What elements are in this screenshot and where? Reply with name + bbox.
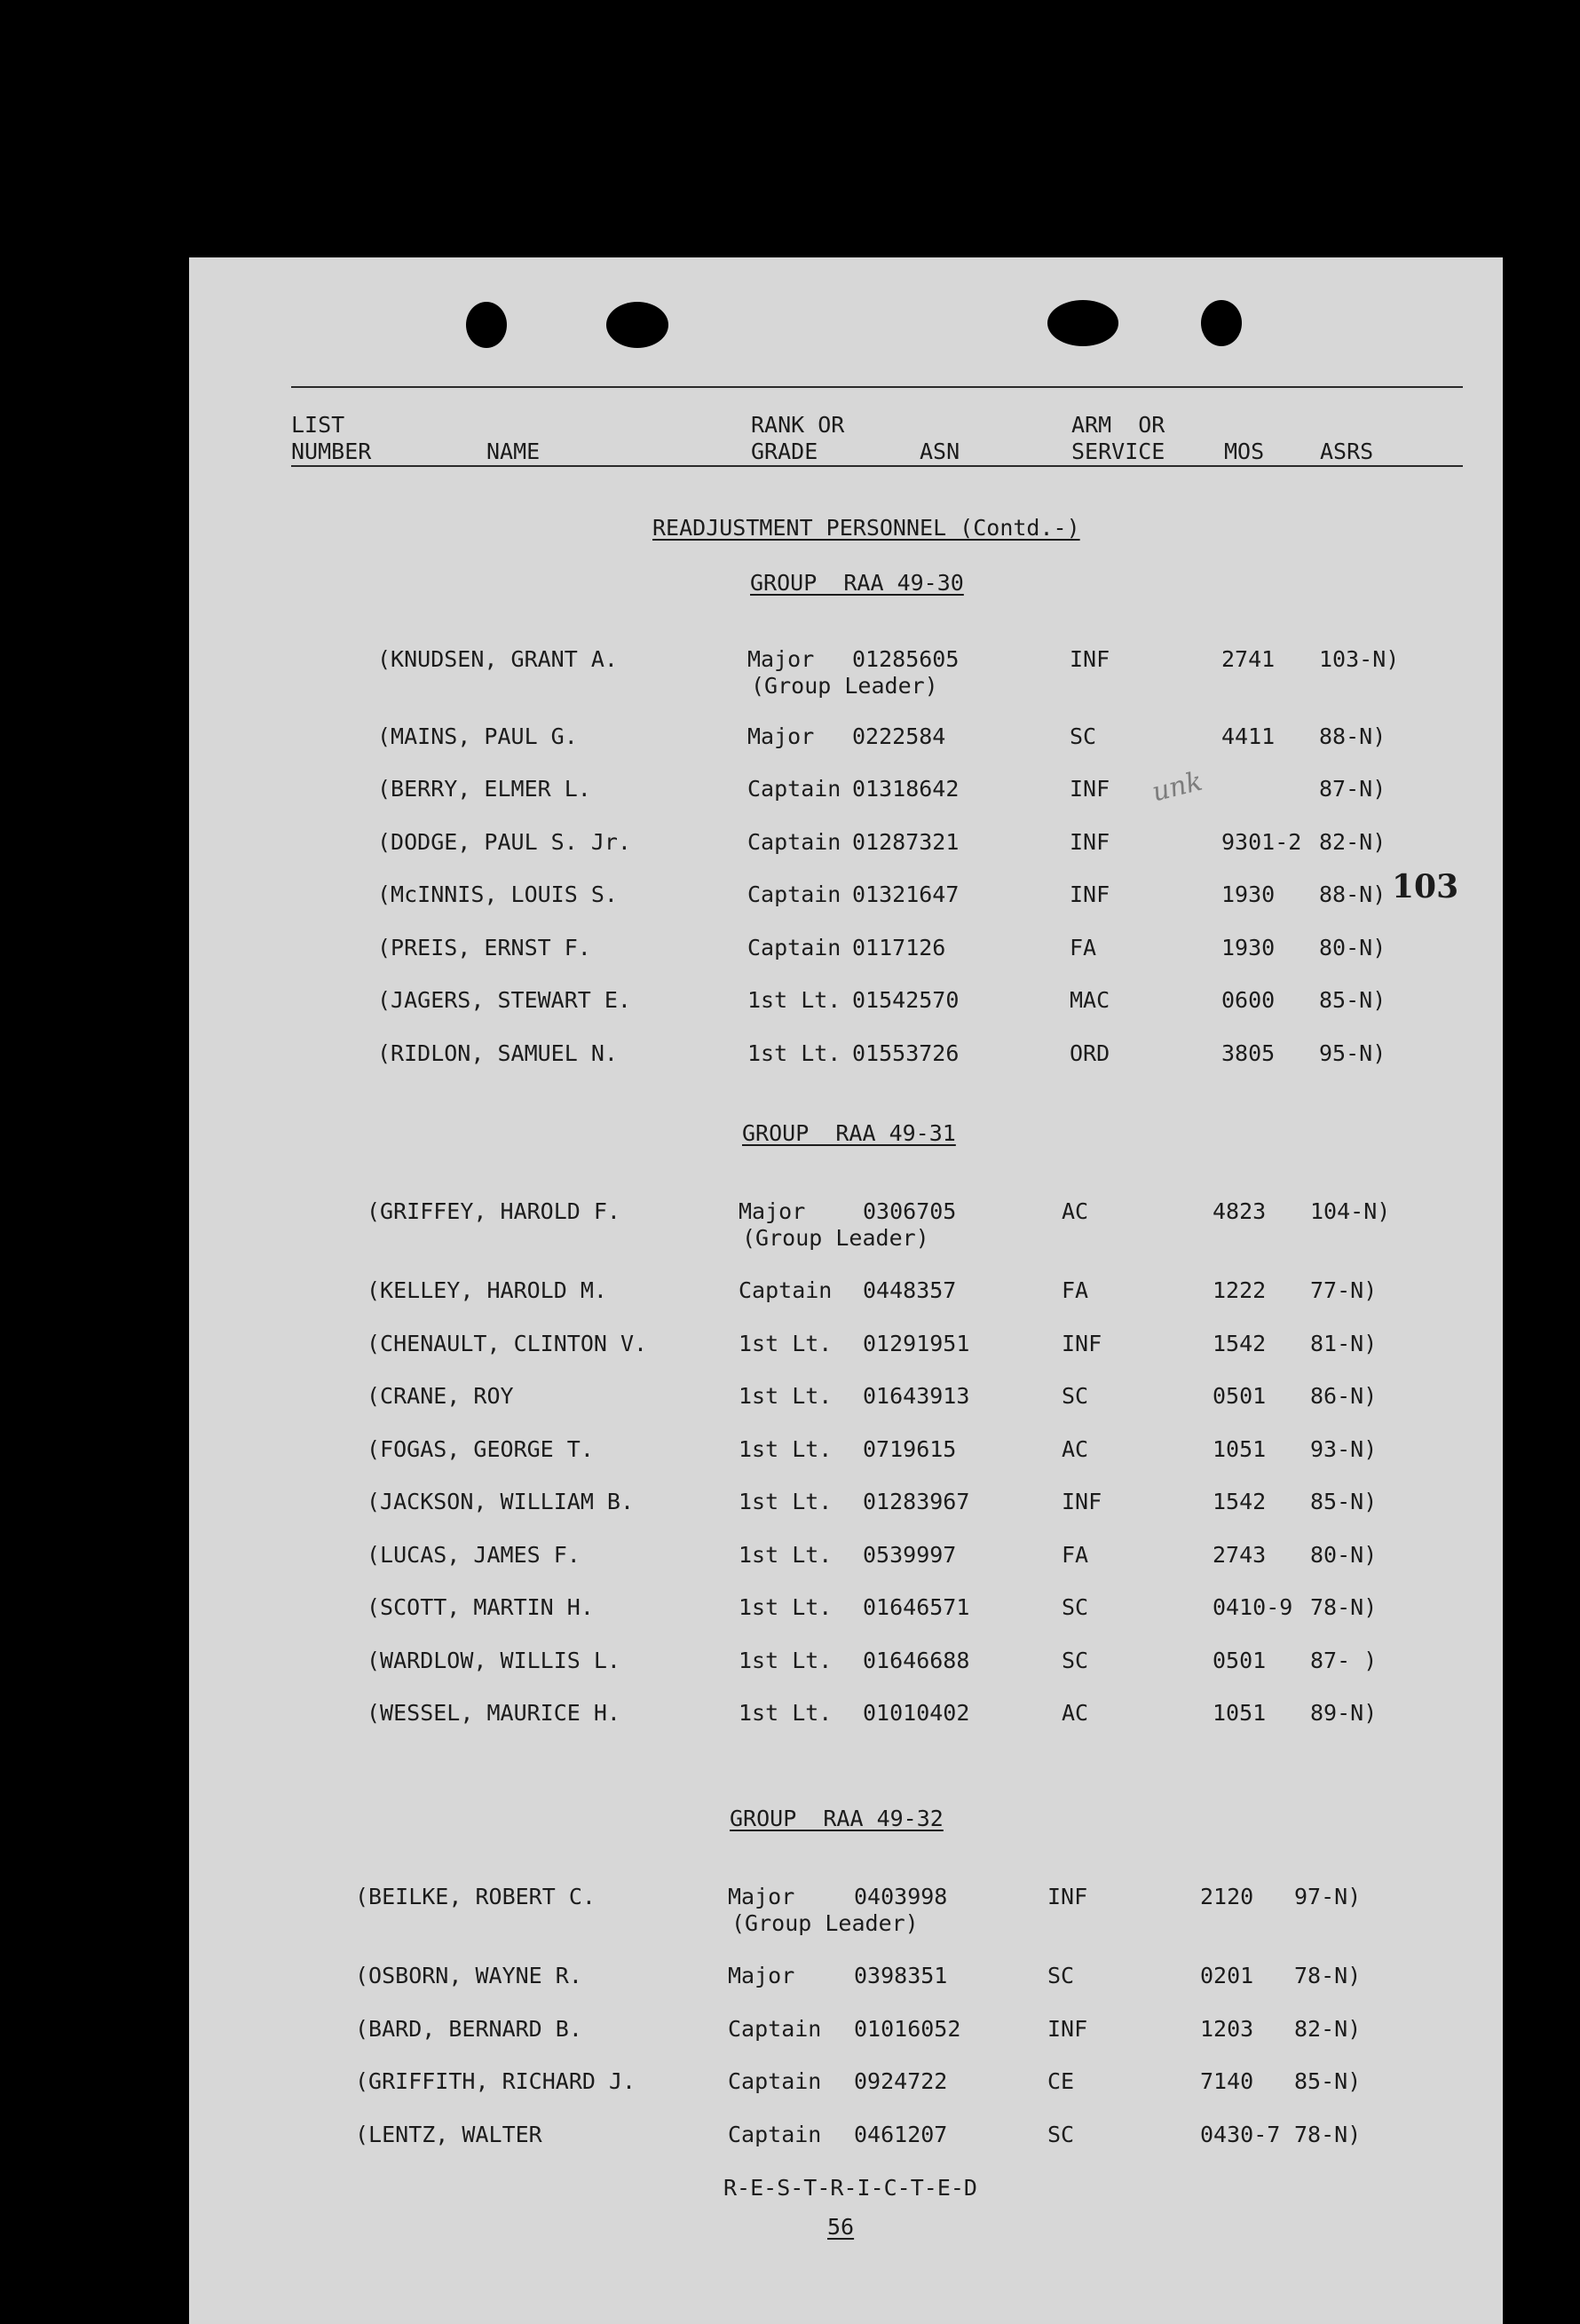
- cell-asn: 01016052: [854, 2016, 961, 2042]
- cell-arm: SC: [1070, 723, 1097, 749]
- cell-asn: 01646688: [863, 1648, 970, 1673]
- header-list-number: LIST NUMBER: [291, 412, 372, 464]
- cell-asrs: 81-N): [1310, 1331, 1378, 1356]
- cell-mos: 0430-7: [1200, 2122, 1281, 2147]
- cell-asn: 01542570: [852, 987, 960, 1013]
- cell-name: (JACKSON, WILLIAM B.: [367, 1489, 635, 1514]
- cell-rank: Major: [747, 723, 815, 749]
- cell-asn: 0539997: [863, 1542, 957, 1568]
- cell-mos: 1203: [1200, 2016, 1254, 2042]
- cell-arm: ORD: [1070, 1040, 1110, 1066]
- cell-name: (DODGE, PAUL S. Jr.: [377, 829, 631, 855]
- restricted-marking: R-E-S-T-R-I-C-T-E-D: [723, 2175, 977, 2201]
- cell-asrs: 77-N): [1310, 1277, 1378, 1303]
- cell-arm: SC: [1047, 2122, 1075, 2147]
- cell-rank: Major: [728, 1884, 795, 1909]
- cell-arm: AC: [1062, 1198, 1089, 1224]
- cell-asn: 01287321: [852, 829, 960, 855]
- cell-rank: Captain: [747, 776, 841, 802]
- punch-hole: [466, 302, 507, 348]
- cell-rank: 1st Lt.: [739, 1542, 833, 1568]
- cell-asn: 0398351: [854, 1963, 948, 1988]
- cell-rank: 1st Lt.: [739, 1594, 833, 1620]
- top-rule: [291, 386, 1463, 388]
- cell-name: (CHENAULT, CLINTON V.: [367, 1331, 648, 1356]
- header-asrs: ASRS: [1320, 439, 1374, 464]
- cell-arm: CE: [1047, 2068, 1075, 2094]
- cell-mos: 4411: [1221, 723, 1276, 749]
- cell-arm: FA: [1062, 1542, 1089, 1568]
- cell-asrs: 85-N): [1310, 1489, 1378, 1514]
- cell-asn: 0448357: [863, 1277, 957, 1303]
- cell-rank: Major: [739, 1198, 806, 1224]
- cell-asrs: 86-N): [1310, 1383, 1378, 1409]
- cell-asn: 0117126: [852, 935, 946, 960]
- cell-arm: INF: [1062, 1489, 1102, 1514]
- cell-name: (LUCAS, JAMES F.: [367, 1542, 581, 1568]
- cell-mos: 1222: [1213, 1277, 1267, 1303]
- cell-asrs: 97-N): [1294, 1884, 1362, 1909]
- cell-name: (LENTZ, WALTER: [355, 2122, 542, 2147]
- cell-asrs: 93-N): [1310, 1436, 1378, 1462]
- cell-name: (PREIS, ERNST F.: [377, 935, 591, 960]
- cell-arm: INF: [1047, 2016, 1088, 2042]
- cell-asn: 01643913: [863, 1383, 970, 1409]
- cell-asn: 01321647: [852, 881, 960, 907]
- cell-asrs: 85-N): [1294, 2068, 1362, 2094]
- cell-asrs: 103-N): [1319, 646, 1400, 672]
- cell-arm: FA: [1062, 1277, 1089, 1303]
- cell-rank: 1st Lt.: [747, 1040, 841, 1066]
- cell-mos: 2743: [1213, 1542, 1267, 1568]
- cell-asrs: 80-N): [1319, 935, 1386, 960]
- header-mos: MOS: [1224, 439, 1265, 464]
- group-leader-note: (Group Leader): [751, 673, 938, 699]
- cell-mos: 1542: [1213, 1331, 1267, 1356]
- cell-name: (BERRY, ELMER L.: [377, 776, 591, 802]
- cell-rank: Captain: [728, 2068, 822, 2094]
- cell-name: (KNUDSEN, GRANT A.: [377, 646, 618, 672]
- cell-name: (RIDLON, SAMUEL N.: [377, 1040, 618, 1066]
- cell-arm: SC: [1062, 1648, 1089, 1673]
- cell-mos: 2741: [1221, 646, 1276, 672]
- cell-rank: Captain: [739, 1277, 833, 1303]
- cell-asrs: 87- ): [1310, 1648, 1378, 1673]
- header-name: NAME: [486, 439, 541, 464]
- group-leader-note: (Group Leader): [742, 1225, 929, 1251]
- cell-asrs: 88-N): [1319, 881, 1386, 907]
- group-title: GROUP RAA 49-32: [730, 1806, 944, 1831]
- page-number: 56: [827, 2214, 855, 2240]
- cell-asrs: 85-N): [1319, 987, 1386, 1013]
- cell-mos: 1542: [1213, 1489, 1267, 1514]
- cell-rank: Captain: [728, 2016, 822, 2042]
- cell-arm: INF: [1070, 881, 1110, 907]
- cell-rank: 1st Lt.: [739, 1436, 833, 1462]
- handwritten-annotation: unk: [1149, 765, 1206, 809]
- cell-asn: 01318642: [852, 776, 960, 802]
- cell-asrs: 95-N): [1319, 1040, 1386, 1066]
- cell-asn: 01283967: [863, 1489, 970, 1514]
- header-arm: ARM OR SERVICE: [1071, 412, 1165, 464]
- cell-asrs: 78-N): [1294, 1963, 1362, 1988]
- cell-rank: 1st Lt.: [747, 987, 841, 1013]
- cell-name: (WESSEL, MAURICE H.: [367, 1700, 620, 1726]
- cell-arm: INF: [1062, 1331, 1102, 1356]
- cell-asrs: 78-N): [1294, 2122, 1362, 2147]
- cell-arm: SC: [1062, 1383, 1089, 1409]
- cell-asn: 0924722: [854, 2068, 948, 2094]
- cell-rank: 1st Lt.: [739, 1489, 833, 1514]
- cell-mos: 7140: [1200, 2068, 1254, 2094]
- cell-name: (WARDLOW, WILLIS L.: [367, 1648, 620, 1673]
- cell-asn: 01010402: [863, 1700, 970, 1726]
- cell-mos: 0201: [1200, 1963, 1254, 1988]
- cell-arm: SC: [1047, 1963, 1075, 1988]
- punch-hole: [1201, 300, 1242, 346]
- cell-mos: 0501: [1213, 1383, 1267, 1409]
- cell-asrs: 89-N): [1310, 1700, 1378, 1726]
- cell-rank: Major: [728, 1963, 795, 1988]
- cell-arm: INF: [1070, 776, 1110, 802]
- cell-name: (SCOTT, MARTIN H.: [367, 1594, 594, 1620]
- cell-asrs: 82-N): [1319, 829, 1386, 855]
- cell-arm: AC: [1062, 1436, 1089, 1462]
- cell-name: (CRANE, ROY: [367, 1383, 514, 1409]
- cell-rank: Captain: [747, 935, 841, 960]
- cell-name: (GRIFFITH, RICHARD J.: [355, 2068, 636, 2094]
- cell-arm: AC: [1062, 1700, 1089, 1726]
- cell-mos: 9301-2: [1221, 829, 1302, 855]
- cell-name: (BEILKE, ROBERT C.: [355, 1884, 596, 1909]
- cell-mos: 4823: [1213, 1198, 1267, 1224]
- cell-asrs: 82-N): [1294, 2016, 1362, 2042]
- cell-name: (GRIFFEY, HAROLD F.: [367, 1198, 620, 1224]
- cell-asrs: 104-N): [1310, 1198, 1391, 1224]
- cell-arm: FA: [1070, 935, 1097, 960]
- cell-rank: Captain: [747, 881, 841, 907]
- cell-mos: 0600: [1221, 987, 1276, 1013]
- cell-mos: 1930: [1221, 881, 1276, 907]
- cell-arm: INF: [1070, 646, 1110, 672]
- cell-rank: 1st Lt.: [739, 1648, 833, 1673]
- cell-mos: 0501: [1213, 1648, 1267, 1673]
- cell-asrs: 78-N): [1310, 1594, 1378, 1620]
- punch-hole: [606, 302, 668, 348]
- cell-rank: 1st Lt.: [739, 1700, 833, 1726]
- punch-hole: [1047, 300, 1118, 346]
- group-title: GROUP RAA 49-30: [750, 570, 964, 596]
- group-title: GROUP RAA 49-31: [742, 1120, 956, 1146]
- cell-mos: 1051: [1213, 1436, 1267, 1462]
- cell-asn: 01553726: [852, 1040, 960, 1066]
- cell-asn: 0222584: [852, 723, 946, 749]
- cell-rank: Major: [747, 646, 815, 672]
- cell-asn: 0403998: [854, 1884, 948, 1909]
- group-leader-note: (Group Leader): [731, 1910, 919, 1936]
- cell-mos: 1930: [1221, 935, 1276, 960]
- header-rule: [291, 465, 1463, 467]
- cell-asn: 0306705: [863, 1198, 957, 1224]
- cell-asrs: 80-N): [1310, 1542, 1378, 1568]
- cell-mos: 2120: [1200, 1884, 1254, 1909]
- cell-asn: 0461207: [854, 2122, 948, 2147]
- cell-arm: INF: [1047, 1884, 1088, 1909]
- cell-mos: 3805: [1221, 1040, 1276, 1066]
- cell-arm: MAC: [1070, 987, 1110, 1013]
- cell-arm: SC: [1062, 1594, 1089, 1620]
- cell-asn: 0719615: [863, 1436, 957, 1462]
- cell-rank: 1st Lt.: [739, 1331, 833, 1356]
- cell-name: (FOGAS, GEORGE T.: [367, 1436, 594, 1462]
- cell-rank: Captain: [747, 829, 841, 855]
- cell-rank: Captain: [728, 2122, 822, 2147]
- cell-name: (OSBORN, WAYNE R.: [355, 1963, 582, 1988]
- header-asn: ASN: [920, 439, 960, 464]
- cell-name: (KELLEY, HAROLD M.: [367, 1277, 607, 1303]
- cell-asn: 01646571: [863, 1594, 970, 1620]
- page-stamp: 103: [1392, 868, 1459, 905]
- header-rank: RANK OR GRADE: [751, 412, 845, 464]
- section-title: READJUSTMENT PERSONNEL (Contd.-): [652, 515, 1080, 541]
- cell-rank: 1st Lt.: [739, 1383, 833, 1409]
- cell-asrs: 88-N): [1319, 723, 1386, 749]
- cell-mos: 1051: [1213, 1700, 1267, 1726]
- cell-name: (JAGERS, STEWART E.: [377, 987, 631, 1013]
- cell-asn: 01291951: [863, 1331, 970, 1356]
- cell-arm: INF: [1070, 829, 1110, 855]
- cell-asn: 01285605: [852, 646, 960, 672]
- cell-name: (BARD, BERNARD B.: [355, 2016, 582, 2042]
- cell-asrs: 87-N): [1319, 776, 1386, 802]
- cell-mos: 0410-9: [1213, 1594, 1293, 1620]
- cell-name: (MAINS, PAUL G.: [377, 723, 578, 749]
- cell-name: (McINNIS, LOUIS S.: [377, 881, 618, 907]
